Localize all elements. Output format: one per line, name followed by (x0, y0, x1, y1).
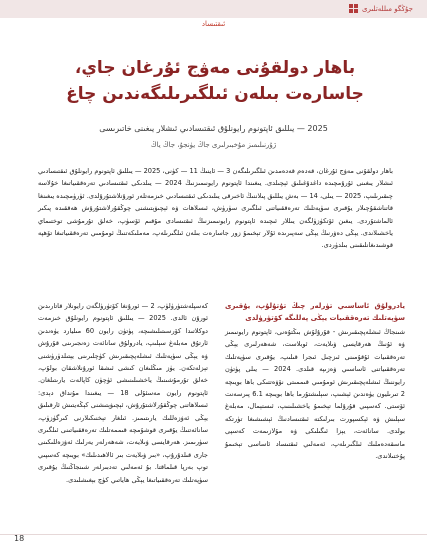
article-dateline: 2025 — يىللىق ئاپتونوم رايونلۇق ئىقتىسادىي ئىشلار يىغىنى خاتىرىسى (99, 124, 328, 133)
section-subheading: يادرولۇق ئاساسىي تۈرلەر چىڭ تۇتۇلۇپ، يۇقىرى سۈپەتلىك تەرەققىيات يېڭى پەللىگە كۆتۈرۈلدى (225, 302, 405, 322)
left-column (38, 300, 208, 486)
brand-text: جۇڭگو مىللەتلىرى (362, 4, 413, 13)
right-column (225, 300, 405, 462)
magazine-brand (349, 4, 413, 13)
left-column-body: كەسپلەشتۈرۈلۈپ، 2 — ئورۇنغا كۆتۈرۈلگەن رايونلار قاتارىدىن ئورۇن ئالدى. 2025 — يىللىق ئاپتونوم رايونلۇق خىزمەت دوكلاتىدا كۆرسىتىلىشىچە، پۈتۈن رايون 60 مىليارد يۈەندىن ئارتۇق مەبلەغ سېلىپ، يادرولۇق سانائەت زەنجىرىنى قۇرۇش ۋە يېڭى سۈپەتلىك ئىشلەپچىقىرىش كۈچلىرىنى يېتىلدۈرۈشنى تېزلەتكەن. يۈز مىڭلىغان كىشى ئىشقا ئورۇنلاشقان بولۇپ، خەلق تۇرمۇشىنىڭ ياخشىلىنىشى ئۈچۈن كاپالەت يارىتىلغان. ئاپتونوم رايون مەسئۇلى 18 — يىغىندا مۇنداق دېدى: ئىسلاھاتنى چوڭقۇرلاشتۇرۇش، ئېچىۋېتىشنى كېڭەيتىش ئارقىلىق يېڭى ئەۋزەللىك يارىتىمىز. ئىلغار تېخنىكىلارنى كىرگۈزۈپ، سانائەتنىڭ يۇقىرى قوشۇمچە قىممەتلىك تەرەققىياتىنى ئىلگىرى سۈرىمىز. ھەرقايسى ۋىلايەت، شەھەرلەر يەرلىك ئەۋزەللىكىنى جارى قىلدۇرۇپ، «بىر ۋىلايەت بىر ئالاھىدىلىك» بويىچە كەسپىي توپ بەرپا قىلماقتا. بۇ ئەمەلىي تەدبىرلەر شىنجاڭنىڭ يۇقىرى سۈپەتلىك تەرەققىياتىغا يېڭى ھاياتىي كۈچ بېغىشلىدى. (38, 302, 209, 484)
article-lead-paragraph: باھار دولقۇنى مەۋج ئۇرغان، قەدەم قەدەمدىن ئىلگىرىلىگەن 3 — ئاينىڭ 11 — كۈنى، 2025 — يىللىق ئاپتونوم رايونلۇق ئىقتىسادىي ئىشلار يىغىنى ئۇرۇمچىدە داغدۇغىلىق ئېچىلدى. يىغىندا ئاپتونوم رايونىمىزنىڭ 2024 — يىلدىكى ئىقتىسادىي تەرەققىياتىغا خۇلاسە چىقىرىلىپ، 2025 — يىلى، 14 — بەش يىللىق پىلاننىڭ ئاخىرقى يىلىدىكى ئىقتىسادىي خىزمەتلەر ئورۇنلاشتۇرۇلدى. ئۈرۈمچىدە يىغىنغا قاتناشقۇچىلار يۇقىرى سۈپەتلىك تەرەققىياتنى ئىلگىرى سۈرۈش، ئىسلاھات ۋە ئېچىۋېتىشنى چوڭقۇرلاشتۇرۇش ھەققىدە پىكىر ئالماشتۇردى. يىغىن ئۆتكۈزۈلگەن يىللار ئىچىدە ئاپتونوم رايونىمىزنىڭ ئىقتىسادى مۇقىم ئۆسۈپ، خەلق تۇرمۇشى توختىماي ياخشىلاندى. يېڭى دەۋرنىڭ يېڭى سەپىرىدە ئۇلار تېخىمۇ زور جاسارەت بىلەن ئىلگىرىلەپ، مەملىكەتنىڭ ئومۇمىي تەرەققىياتىغا تۆھپە قوشىدىغانلىقىنى بىلدۈردى. (38, 167, 394, 250)
article-title: باھار دولقۇنى مەۋج ئۇرغان جاي، جاسارەت بىلەن ئىلگىرىلىگەندىن چاغ (66, 58, 364, 104)
brand-logo-icon (349, 4, 358, 13)
right-column-body: شىنجاڭ ئىشلەپچىقىرىش - قۇرۇلۇش بىڭتۇەنى، ئاپتونوم رايونىمىز ۋە ئۇنىڭ ھەرقايسى ۋىلايەت، ئوبلاست، شەھەرلىرى يېڭى تەرەققىيات ئۇقۇمىنى ئىزچىل ئىجرا قىلىپ، يۇقىرى سۈپەتلىك تەرەققىياتنى ئاساسىي ۋەزىپە قىلدى. 2024 — يىلى پۈتۈن رايوننىڭ ئىشلەپچىقىرىش ئومۇمىي قىممىتى نۆۋەتتىكى باھا بويىچە 2 تىرىليون يۈەندىن ئېشىپ، سېلىشتۇرما باھا بويىچە 6.1 پىرسەنت ئۆستى. كەسپىي قۇرۇلما تېخىمۇ ياخشىلىنىپ، ئىستېمال، مەبلەغ سېلىش ۋە ئېكسپورت بىرلىكتە ئىقتىسادنىڭ ئېشىشىغا تۈرتكە بولدى. سانائەت، يېزا ئىگىلىكى ۋە مۇلازىمەت كەسپى ماسقەدەملىك ئىلگىرىلەپ، ئەمەلىي ئىقتىساد ئاساسى تېخىمۇ پۇختىلاندى. (225, 328, 405, 461)
article-author: ژۇرنىلىمىز مۇخبىرلىرى جاڭ يۈنجۇ، جاڭ ياڭ (150, 141, 277, 149)
section-tag: ئىقتىساد (201, 20, 226, 28)
footer-divider (0, 534, 427, 535)
page-number: 18 (14, 534, 25, 543)
